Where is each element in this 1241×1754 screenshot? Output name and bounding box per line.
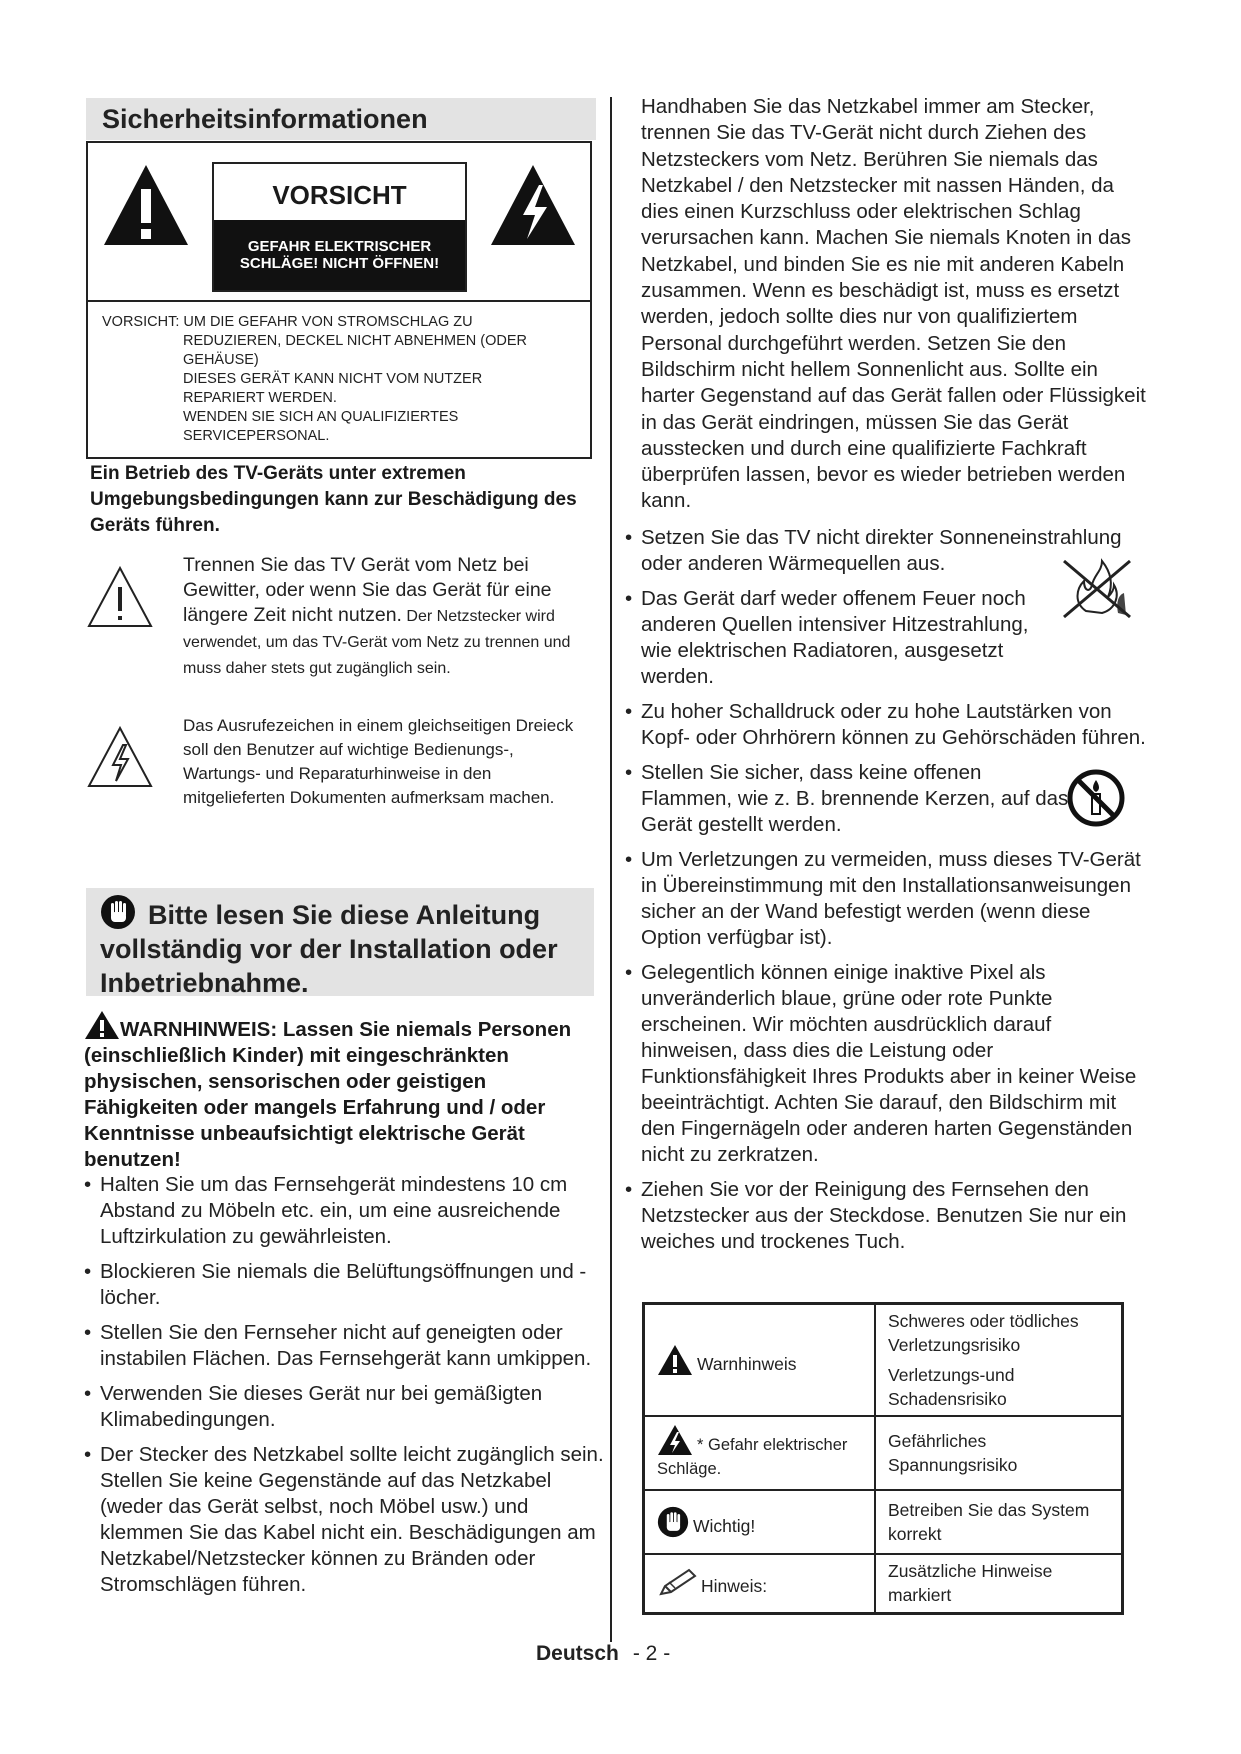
footer-language: Deutsch [536, 1642, 619, 1665]
caution-line: GEHÄUSE) [183, 352, 259, 368]
warning-triangle-icon [657, 1344, 693, 1376]
table-row [644, 1554, 1123, 1614]
unplug-note [183, 553, 593, 681]
unplug-note-detail: Der Netzstecker wird verwendet, um das TV-Gerät vom Netz zu trennen und muss daher stets gut zugänglich sein. [183, 608, 571, 677]
pencil-note-icon [657, 1568, 697, 1598]
legend-symbol-cell [644, 1416, 876, 1490]
power-cable-paragraph: Handhaben Sie das Netzkabel immer am Stecker, trennen Sie das TV-Gerät nicht durch Ziehen des Netzsteckers vom Netz. Berühren Sie niemals das Netzkabel / den Netzstecker mit nassen Händen, da dies einen Kurzschluss oder elektrischen Schlag verursachen kann. Machen Sie niemals Knoten in das Netzkabel, und binden Sie es nie mit anderen Kabeln zusammen. Wenn es beschädigt ist, muss es ersetzt werden, jedoch sollte dies nur von qualifiziertem Personal durchgeführt werden. Setzen Sie den Bildschirm nicht hellem Sonnenlicht aus. Sollte ein harter Gegenstand auf das Gerät fallen oder Flüssigkeit in das Gerät eindringen, müssen Sie das Gerät ausstecken und durch eine qualifizierte Fachkraft überprüfen lassen, bevor es wieder betrieben werden kann. [641, 95, 1146, 513]
no-candle-icon [1066, 768, 1126, 828]
read-manual-heading [86, 888, 594, 996]
legend-description-cell [875, 1304, 1123, 1416]
legend-desc: Zusätzliche Hinweise markiert [888, 1561, 1053, 1606]
caution-line: DIESES GERÄT KANN NICHT VOM NUTZER [183, 371, 483, 387]
caution-box [86, 141, 592, 459]
legend-symbol-cell [644, 1554, 876, 1614]
list-item: • Blockieren Sie niemals die Belüftungsöffnungen und -löcher. [82, 1259, 607, 1311]
list-item: • Stellen Sie sicher, dass keine offenen Flammen, wie z. B. brennende Kerzen, auf das Gerät gestellt werden. [623, 760, 1153, 838]
lightning-outline-triangle-icon [86, 725, 154, 789]
caution-label [212, 162, 467, 292]
list-item: • Der Stecker des Netzkabel sollte leicht zugänglich sein. Stellen Sie keine Gegenstände auf das Netzkabel (weder das Gerät selbst, noch Möbel usw.) und klemmen Sie das Kabel nicht ein. Beschädigungen am Netzkabel/Netzstecker können zu Bränden oder Stromschlägen führen. [82, 1442, 607, 1598]
legend-symbol-cell [644, 1490, 876, 1554]
exclamation-explanation: Das Ausrufezeichen in einem gleichseitigen Dreieck soll den Benutzer auf wichtige Bedienungs-, Wartungs- und Reparaturhinweise in den mitgelieferten Dokumenten aufmerksam machen. [183, 716, 574, 807]
legend-description-cell [875, 1490, 1123, 1554]
legend-description-cell [875, 1554, 1123, 1614]
caution-line: WENDEN SIE SICH AN QUALIFIZIERTES [183, 409, 459, 425]
caution-line: VORSICHT: UM DIE GEFAHR VON STROMSCHLAG ZU [102, 314, 473, 330]
list-item: • Zu hoher Schalldruck oder zu hohe Lautstärken von Kopf- oder Ohrhörern können zu Gehörschäden führen. [623, 699, 1153, 751]
legend-symbol-cell [644, 1304, 876, 1416]
unplug-note-main: Trennen Sie das TV Gerät vom Netz bei Gewitter, oder wenn Sie das Gerät für eine längere Zeit nicht nutzen. [183, 554, 552, 626]
symbol-legend-table [642, 1302, 1124, 1615]
caution-header [88, 143, 590, 302]
table-row [644, 1304, 1123, 1416]
hand-stop-icon [657, 1506, 689, 1538]
caution-line: REDUZIEREN, DECKEL NICHT ABNEHMEN (ODER [183, 333, 528, 349]
list-item: • Setzen Sie das TV nicht direkter Sonneneinstrahlung oder anderen Wärmequellen aus. [623, 525, 1153, 577]
legend-label: Hinweis: [701, 1576, 768, 1597]
caution-shock-line1: GEFAHR ELEKTRISCHER [247, 238, 432, 255]
lightning-triangle-icon [657, 1424, 693, 1456]
list-item: • Halten Sie um das Fernsehgerät mindestens 10 cm Abstand zu Möbeln etc. ein, um eine ausreichende Luftzirkulation zu gewährleisten. [82, 1172, 607, 1250]
legend-label: Warnhinweis [697, 1353, 797, 1374]
list-item: • Gelegentlich können einige inaktive Pixel als unveränderlich blaue, grüne oder rote Punkte erscheinen. Wir möchten ausdrücklich darauf hinweisen, dass dies die Leistung oder Funktionsfähigkeit Ihres Produkts aber in keiner Weise beeinträchtigt. Achten Sie darauf, den Bildschirm mit den Fingernägeln oder anderen harten Gegenständen nicht zu zerkratzen. [623, 960, 1153, 1168]
list-item: • Um Verletzungen zu vermeiden, muss dieses TV-Gerät in Übereinstimmung mit den Installationsanweisungen sicher an der Wand befestigt werden (wenn diese Option verfügbar ist). [623, 847, 1153, 951]
hand-stop-icon [100, 894, 136, 930]
extreme-conditions-note: Ein Betrieb des TV-Geräts unter extremen Umgebungsbedingungen kann zur Beschädigung des Geräts führen. [90, 463, 577, 536]
table-row [644, 1490, 1123, 1554]
legend-desc: Betreiben Sie das System korrekt [888, 1499, 1090, 1544]
warning-paragraph [84, 1010, 598, 1173]
warning-triangle-icon [84, 1010, 120, 1040]
list-item: • Stellen Sie den Fernseher nicht auf geneigten oder instabilen Flächen. Das Fernsehgerät kann umkippen. [82, 1320, 607, 1372]
exclamation-outline-triangle-icon [86, 565, 154, 629]
caution-shock-line2: SCHLÄGE! NICHT ÖFFNEN! [239, 255, 440, 272]
caution-line: REPARIERT WERDEN. [183, 390, 337, 406]
legend-label: * Gefahr elektrischer Schläge. [657, 1436, 848, 1478]
list-item: • Ziehen Sie vor der Reinigung des Fernsehen den Netzstecker aus der Steckdose. Benutzen Sie nur ein weiches und trockenes Tuch. [623, 1177, 1153, 1255]
page-footer [536, 1642, 670, 1666]
section-title: Sicherheitsinformationen [86, 98, 596, 140]
caution-shock-warning [214, 220, 465, 290]
warning-text: WARNHINWEIS: Lassen Sie niemals Personen (einschließlich Kinder) mit eingeschränkten physischen, sensorischen oder geistigen Fähigkeiten oder mangels Erfahrung und / oder Kenntnisse unbeaufsichtigt elektrische Gerät benutzen! [84, 1018, 572, 1171]
left-bullet-list [82, 1172, 607, 1607]
list-item: • Das Gerät darf weder offenem Feuer noch anderen Quellen intensiver Hitzestrahlung, wie elektrischen Radiatoren, ausgesetzt werden. [623, 586, 1153, 690]
read-manual-text: Bitte lesen Sie diese Anleitung vollständig vor der Installation oder Inbetriebnahme. [100, 900, 558, 998]
caution-title: VORSICHT [272, 180, 407, 210]
legend-label: Wichtig! [693, 1515, 756, 1536]
legend-desc: Verletzungs-und Schadensrisiko [888, 1364, 1015, 1409]
legend-desc: Gefährliches Spannungsrisiko [888, 1430, 1018, 1475]
legend-description-cell [875, 1416, 1123, 1490]
caution-text [102, 313, 580, 446]
list-item: • Verwenden Sie dieses Gerät nur bei gemäßigten Klimabedingungen. [82, 1381, 607, 1433]
legend-desc: Schweres oder tödliches Verletzungsrisiko [888, 1310, 1079, 1355]
exclamation-triangle-icon [102, 163, 190, 247]
table-row [644, 1416, 1123, 1490]
no-open-fire-icon [1056, 553, 1136, 623]
right-bullet-list [623, 525, 1153, 1264]
caution-line: SERVICEPERSONAL. [183, 428, 330, 444]
column-divider [610, 97, 612, 1642]
page-number: - 2 - [632, 1642, 671, 1665]
lightning-triangle-icon [489, 163, 577, 247]
